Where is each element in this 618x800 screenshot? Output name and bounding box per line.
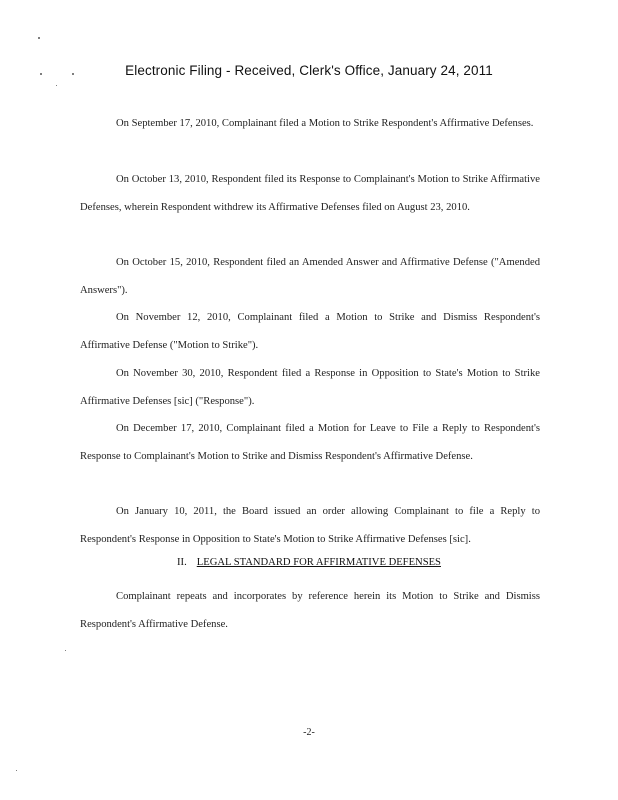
paragraph-3: On October 15, 2010, Respondent filed an Amended Answer and Affirmative Defense ("Amended Answers").: [80, 257, 540, 296]
page-number: -2-: [303, 727, 315, 738]
scan-speck: [38, 37, 40, 39]
section-title: LEGAL STANDARD FOR AFFIRMATIVE DEFENSES: [196, 557, 441, 568]
paragraph-5: On November 30, 2010, Respondent filed a Response in Opposition to State's Motion to Strike Affirmative Defenses [sic] ("Response").: [80, 368, 540, 407]
closing-paragraph: Complainant repeats and incorporates by reference herein its Motion to Strike and Dismiss Respondent's Affirmative Defense.: [80, 591, 540, 630]
scan-speck: [16, 770, 17, 771]
paragraph-7: On January 10, 2011, the Board issued an order allowing Complainant to file a Reply to Respondent's Response in Opposition to State's Motion to Strike Affirmative Defenses [sic].: [80, 506, 540, 545]
section-number: II.: [177, 557, 187, 568]
paragraph-4: On November 12, 2010, Complainant filed a Motion to Strike and Dismiss Respondent's Affirmative Defense ("Motion to Strike").: [80, 312, 540, 351]
paragraph-1: On September 17, 2010, Complainant filed a Motion to Strike Respondent's Affirmative Defenses.: [116, 118, 534, 129]
paragraph-6: On December 17, 2010, Complainant filed a Motion for Leave to File a Reply to Respondent's Response to Complainant's Motion to Strike and Dismiss Respondent's Affirmative Defense.: [80, 423, 540, 462]
scan-speck: [65, 650, 66, 651]
filing-header: Electronic Filing - Received, Clerk's Office, January 24, 2011: [125, 63, 493, 78]
scan-speck: [56, 85, 57, 86]
section-heading: [0, 557, 618, 568]
paragraph-2: On October 13, 2010, Respondent filed its Response to Complainant's Motion to Strike Affirmative Defenses, wherein Respondent withdrew its Affirmative Defenses filed on August 23, 2010.: [80, 174, 540, 213]
